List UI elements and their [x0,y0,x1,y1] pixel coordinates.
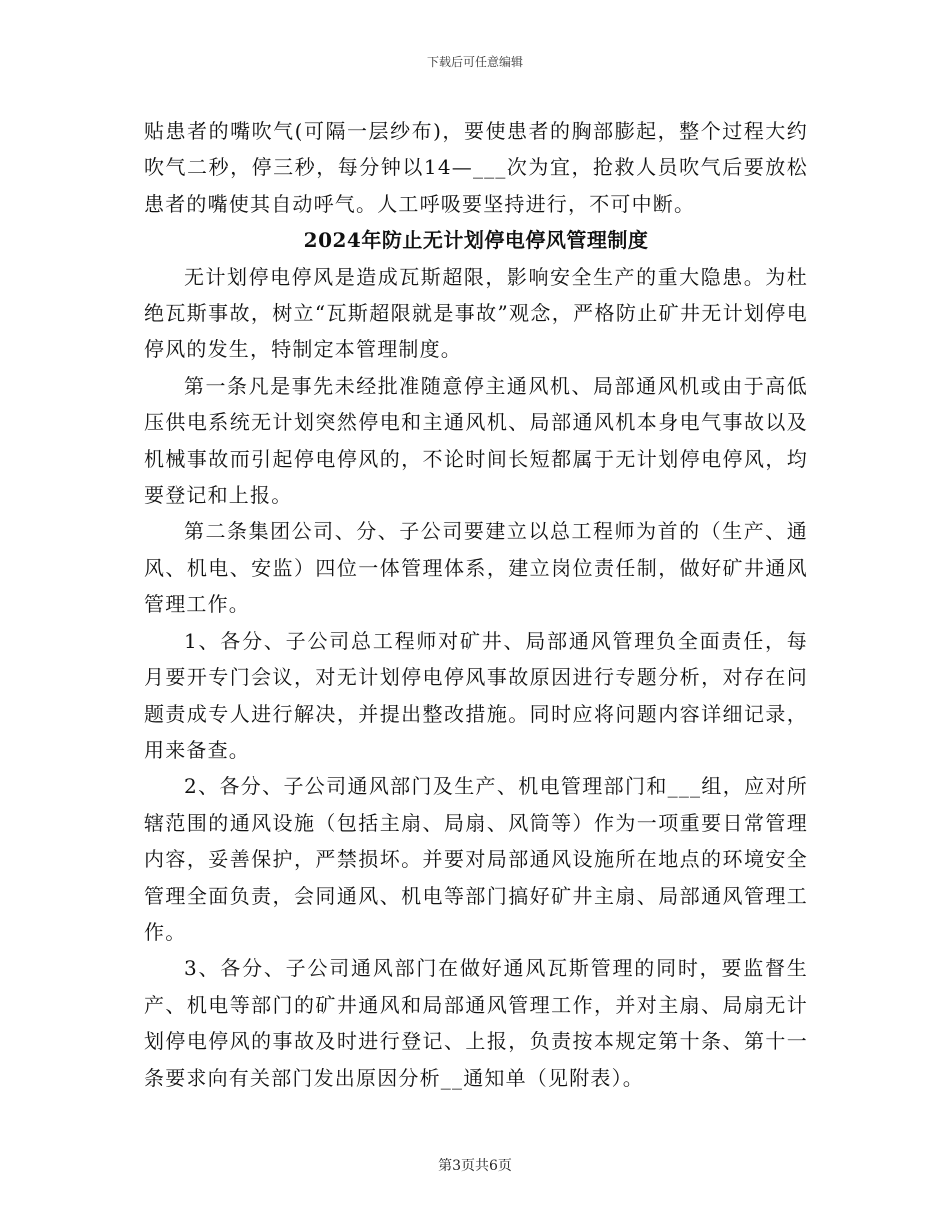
document-title: 2024年防止无计划停电停风管理制度 [303,228,649,253]
paragraph-article-2: 第二条集团公司、分、子公司要建立以总工程师为首的（生产、通风、机电、安监）四位一体管理体系，建立岗位责任制，做好矿井通风管理工作。 [144,519,808,617]
paragraph-item-1: 1、各分、子公司总工程师对矿井、局部通风管理负全面责任，每月要开专门会议，对无计划停电停风事故原因进行专题分析，对存在问题责成专人进行解决，并提出整改措施。同时应将问题内容详细记录，用来备查。 [144,628,808,762]
paragraph-continuation: 贴患者的嘴吹气(可隔一层纱布)，要使患者的胸部膨起，整个过程大约吹气二秒，停三秒，每分钟以14—___次为宜，抢救人员吹气后要放松患者的嘴使其自动呼气。人工呼吸要坚持进行，不可中断。 [144,119,808,216]
paragraph-item-3: 3、各分、子公司通风部门在做好通风瓦斯管理的同时，要监督生产、机电等部门的矿井通风和局部通风管理工作，并对主扇、局扇无计划停电停风的事故及时进行登记、上报，负责按本规定第十条、第十一条要求向有关部门发出原因分析__通知单（见附表）。 [144,956,808,1090]
paragraph-item-2: 2、各分、子公司通风部门及生产、机电管理部门和___组，应对所辖范围的通风设施（包括主扇、局扇、风筒等）作为一项重要日常管理内容，妥善保护，严禁损坏。并要对局部通风设施所在地点的环境安全管理全面负责，会同通风、机电等部门搞好矿井主扇、局部通风管理工作。 [144,774,808,944]
paragraph-intro: 无计划停电停风是造成瓦斯超限，影响安全生产的重大隐患。为杜绝瓦斯事故，树立“瓦斯超限就是事故”观念，严格防止矿井无计划停电停风的发生，特制定本管理制度。 [144,264,808,362]
page-header-note: 下载后可任意编辑 [426,55,523,69]
paragraph-article-1: 第一条凡是事先未经批准随意停主通风机、局部通风机或由于高低压供电系统无计划突然停电和主通风机、局部通风机本身电气事故以及机械事故而引起停电停风的，不论时间长短都属于无计划停电停风，均要登记和上报。 [144,373,808,508]
page-number: 第3页共6页 [438,1158,512,1174]
document-body [144,113,808,1096]
